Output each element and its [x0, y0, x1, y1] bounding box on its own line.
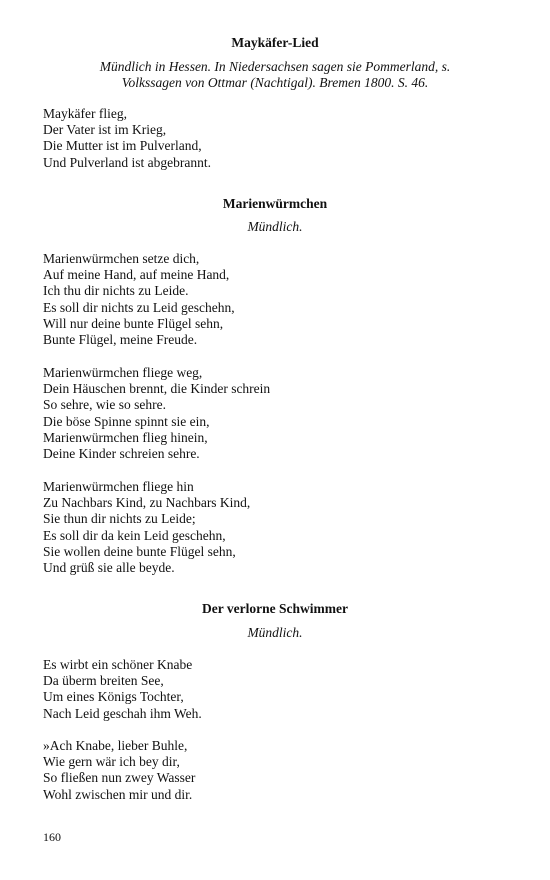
verse-line: Und grüß sie alle beyde. [43, 560, 175, 576]
stanza [43, 479, 523, 576]
poem-title-der-verlorne-schwimmer: Der verlorne Schwimmer [202, 601, 348, 616]
poem-source-note: Mündlich. [247, 625, 303, 640]
verse-line: Sie wollen deine bunte Flügel sehn, [43, 543, 236, 559]
verse-line: Marienwürmchen flieg hinein, [43, 429, 208, 445]
verse-line: Ich thu dir nichts zu Leide. [43, 283, 189, 299]
verse-line: Und Pulverland ist abgebrannt. [43, 154, 211, 170]
stanza [43, 657, 523, 722]
verse-line: Es soll dir nichts zu Leid geschehn, [43, 299, 235, 315]
verse-line: Es soll dir da kein Leid geschehn, [43, 527, 226, 543]
verse-line: Es wirbt ein schöner Knabe [43, 657, 193, 672]
verse-line: Maykäfer flieg, [43, 106, 127, 121]
stanza [43, 365, 523, 462]
verse-line: Marienwürmchen fliege hin [43, 479, 194, 494]
stanza [43, 738, 523, 803]
poem-title-maykaefer-lied: Maykäfer-Lied [231, 35, 319, 50]
verse-line: Deine Kinder schreien sehre. [43, 446, 200, 462]
verse-line: So fließen nun zwey Wasser [43, 770, 196, 786]
poem-source-note: Mündlich in Hessen. In Niedersachsen sagen sie Pommerland, s. [99, 59, 451, 74]
stanza [43, 106, 523, 171]
verse-line: Nach Leid geschah ihm Weh. [43, 705, 202, 721]
verse-line: Um eines Königs Tochter, [43, 689, 184, 705]
poem-title-marienwuermchen: Marienwürmchen [222, 196, 328, 211]
verse-line: Will nur deine bunte Flügel sehn, [43, 315, 224, 331]
verse-line: Der Vater ist im Krieg, [43, 122, 167, 138]
verse-line: Die Mutter ist im Pulverland, [43, 138, 202, 154]
verse-line: Marienwürmchen fliege weg, [43, 365, 203, 380]
verse-line: Sie thun dir nichts zu Leide; [43, 511, 196, 527]
verse-line: Wie gern wär ich bey dir, [43, 754, 180, 770]
page-number: 160 [43, 830, 61, 844]
stanza [43, 251, 523, 348]
verse-line: Bunte Flügel, meine Freude. [43, 332, 198, 348]
verse-line: Da überm breiten See, [43, 673, 164, 689]
verse-line: Auf meine Hand, auf meine Hand, [43, 267, 230, 283]
verse-line: Zu Nachbars Kind, zu Nachbars Kind, [43, 495, 251, 511]
poem-source-note: Volkssagen von Ottmar (Nachtigal). Bremen 1800. S. 46. [121, 75, 429, 90]
poem-source-note: Mündlich. [247, 219, 303, 234]
verse-line: Dein Häuschen brennt, die Kinder schrein [43, 381, 271, 397]
verse-line: So sehre, wie so sehre. [43, 397, 166, 413]
verse-line: Marienwürmchen setze dich, [43, 251, 200, 266]
verse-line: Wohl zwischen mir und dir. [43, 786, 193, 802]
verse-line: Die böse Spinne spinnt sie ein, [43, 413, 210, 429]
verse-line: »Ach Knabe, lieber Buhle, [43, 738, 188, 753]
